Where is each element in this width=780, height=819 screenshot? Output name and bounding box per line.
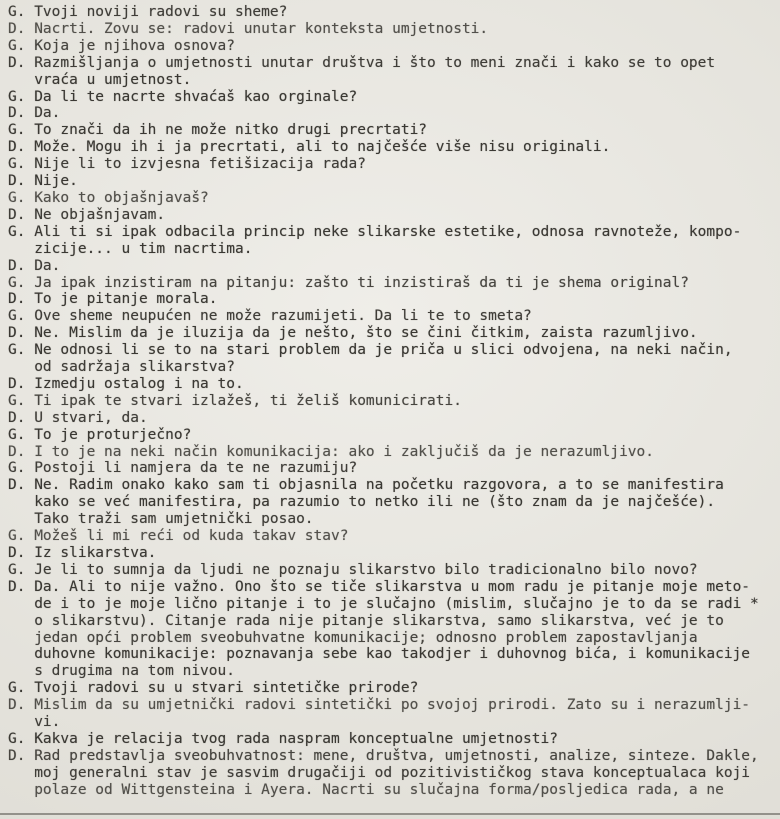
speaker-label: D. [8, 54, 26, 71]
line-text: Da. [34, 257, 61, 274]
speaker-label: D. [8, 697, 26, 714]
speaker-label [8, 511, 34, 528]
transcript-line [8, 562, 778, 579]
line-text: Ne. Radim onako kako sam ti objasnila na početku razgovora, a to se manifestira [34, 477, 724, 494]
speaker-label: G. [8, 342, 26, 359]
transcript-line [8, 782, 778, 799]
speaker-label: G. [8, 730, 26, 747]
line-text: jedan opći problem sveobuhvatne komunikacije; odnosno problem zapostavljanja [34, 629, 698, 646]
transcript-line [8, 393, 778, 410]
transcript-line [8, 105, 778, 122]
transcript-line [8, 646, 778, 663]
speaker-label [8, 613, 34, 630]
speaker-label: D. [8, 375, 26, 392]
transcript-line [8, 444, 778, 461]
speaker-label [8, 646, 34, 663]
line-text: kako se već manifestira, pa razumio to netko ili ne (što znam da je najčešće). [34, 494, 716, 511]
transcript-line [8, 55, 778, 72]
transcript-line [8, 207, 778, 224]
transcript-line [8, 460, 778, 477]
transcript-line [8, 765, 778, 782]
line-text: To znači da ih ne može nitko drugi precrtati? [34, 122, 428, 139]
speaker-label: G. [8, 122, 26, 139]
speaker-label: D. [8, 477, 26, 494]
speaker-label: D. [8, 291, 26, 308]
speaker-label: D. [8, 325, 26, 342]
line-text: Tvoji radovi su u stvari sintetičke prirode? [34, 680, 419, 697]
speaker-label: D. [8, 747, 26, 764]
transcript-line [8, 663, 778, 680]
transcript-line [8, 579, 778, 596]
transcript-line [8, 38, 778, 55]
line-text: moj generalni stav je sasvim drugačiji od pozitivističkog stava konceptualaca koji [34, 764, 751, 781]
line-text: o slikarstvu). Citanje rada nije pitanje slikarstva, samo slikarstva, već je to [34, 612, 724, 629]
speaker-label [8, 241, 34, 258]
transcript-line [8, 427, 778, 444]
line-text: Ne. Mislim da je iluzija da je nešto, što se čini čitkim, zaista razumljivo. [34, 325, 698, 342]
line-text: Rad predstavlja sveobuhvatnost: mene, društva, umjetnosti, analize, sinteze. Dakle, [34, 747, 759, 764]
line-text: Ne odnosi li se to na stari problem da je priča u slici odvojena, na neki način, [34, 342, 733, 359]
speaker-label: D. [8, 105, 26, 122]
transcript-line [8, 376, 778, 393]
transcript-line [8, 477, 778, 494]
speaker-label: G. [8, 308, 26, 325]
transcript-line [8, 72, 778, 89]
speaker-label: D. [8, 257, 26, 274]
line-text: Nacrti. Zovu se: radovi unutar konteksta umjetnosti. [34, 20, 489, 37]
speaker-label: G. [8, 223, 26, 240]
page-bottom-edge [0, 813, 780, 819]
line-text: Nije li to izvjesna fetišizacija rada? [34, 156, 366, 173]
line-text: Da li te nacrte shvaćaš kao orginale? [34, 88, 358, 105]
speaker-label: D. [8, 545, 26, 561]
transcript-line [8, 275, 778, 292]
speaker-label: G. [8, 460, 26, 477]
speaker-label: G. [8, 4, 26, 20]
transcript-line [8, 21, 778, 38]
speaker-label [8, 630, 34, 647]
line-text: Kako to objašnjavaš? [34, 189, 209, 206]
speaker-label: D. [8, 20, 26, 37]
line-text: Je li to sumnja da ljudi ne poznaju slikarstvo bilo tradicionalno bilo novo? [34, 561, 698, 578]
speaker-label [8, 714, 34, 731]
transcript-line [8, 342, 778, 359]
transcript-line [8, 190, 778, 207]
speaker-label [8, 782, 34, 799]
line-text: Iz slikarstva. [34, 545, 157, 561]
line-text: Ja ipak inzistiram na pitanju: zašto ti inzistiraš da ti je shema original? [34, 274, 689, 291]
line-text: To je proturječno? [34, 426, 192, 443]
line-text: Nije. [34, 173, 78, 190]
speaker-label: D. [8, 443, 26, 460]
line-text: Da. Ali to nije važno. Ono što se tiče slikarstva u mom radu je pitanje moje meto- [34, 578, 751, 595]
speaker-label: G. [8, 274, 26, 291]
transcript-line [8, 241, 778, 258]
speaker-label: G. [8, 37, 26, 54]
transcript-line [8, 511, 778, 528]
line-text: U stvari, da. [34, 409, 148, 426]
transcript-line [8, 173, 778, 190]
speaker-label: D. [8, 139, 26, 156]
transcript-line [8, 545, 778, 562]
line-text: Koja je njihova osnova? [34, 37, 235, 54]
line-text: Postoji li namjera da te ne razumiju? [34, 460, 358, 477]
line-text: od sadržaja slikarstva? [34, 359, 235, 376]
speaker-label [8, 765, 34, 782]
speaker-label: G. [8, 189, 26, 206]
line-text: zicije... u tim nacrtima. [34, 240, 253, 257]
transcript-line [8, 731, 778, 748]
speaker-label [8, 596, 34, 613]
line-text: To je pitanje morala. [34, 291, 218, 308]
line-text: vi. [34, 714, 61, 731]
line-text: I to je na neki način komunikacija: ako i zaključiš da je nerazumljivo. [34, 443, 654, 460]
speaker-label: G. [8, 561, 26, 578]
speaker-label: G. [8, 88, 26, 105]
transcript-line [8, 291, 778, 308]
transcript-line [8, 89, 778, 106]
transcript-line [8, 680, 778, 697]
line-text: Tako traži sam umjetnički posao. [34, 511, 314, 528]
line-text: Kakva je relacija tvog rada naspram konceptualne umjetnosti? [34, 730, 558, 747]
transcript-line [8, 697, 778, 714]
line-text: de i to je moje lično pitanje i to je slučajno (mislim, slučajno je to da se radi * [34, 595, 759, 612]
speaker-label [8, 359, 34, 376]
transcript-line [8, 4, 778, 21]
line-text: polaze od Wittgensteina i Ayera. Nacrti su slučajna forma/posljedica rada, a ne [34, 781, 724, 798]
transcript-line [8, 494, 778, 511]
speaker-label: D. [8, 173, 26, 190]
transcript-line [8, 308, 778, 325]
speaker-label [8, 72, 34, 89]
transcript-line [8, 122, 778, 139]
speaker-label: G. [8, 156, 26, 173]
speaker-label [8, 663, 34, 680]
line-text: Izmedju ostalog i na to. [34, 375, 244, 392]
speaker-label: D. [8, 206, 26, 223]
line-text: Može. Mogu ih i ja precrtati, ali to najčešće više nisu originali. [34, 139, 611, 156]
transcript-line [8, 224, 778, 241]
transcript-line [8, 613, 778, 630]
speaker-label: G. [8, 392, 26, 409]
speaker-label: D. [8, 409, 26, 426]
transcript [8, 4, 778, 799]
speaker-label: G. [8, 680, 26, 697]
line-text: s drugima na tom nivou. [34, 663, 235, 680]
transcript-line [8, 528, 778, 545]
line-text: Možeš li mi reći od kuda takav stav? [34, 528, 349, 545]
transcript-line [8, 748, 778, 765]
line-text: vraća u umjetnost. [34, 71, 192, 88]
speaker-label: G. [8, 426, 26, 443]
speaker-label: G. [8, 528, 26, 545]
transcript-line [8, 258, 778, 275]
line-text: Ti ipak te stvari izlažeš, ti želiš komunicirati. [34, 392, 462, 409]
speaker-label: D. [8, 578, 26, 595]
line-text: Razmišljanja o umjetnosti unutar društva i što to meni znači i kako se to opet [34, 54, 716, 71]
line-text: Tvoji noviji radovi su sheme? [34, 4, 288, 20]
transcript-line [8, 596, 778, 613]
line-text: Ove sheme neupućen ne može razumijeti. Da li te to smeta? [34, 308, 532, 325]
line-text: Ne objašnjavam. [34, 206, 166, 223]
line-text: duhovne komunikacije: poznavanja sebe kao takodjer i duhovnog bića, i komunikacije [34, 646, 751, 663]
transcript-line [8, 714, 778, 731]
transcript-line [8, 139, 778, 156]
transcript-line [8, 156, 778, 173]
transcript-line [8, 410, 778, 427]
transcript-line [8, 359, 778, 376]
line-text: Da. [34, 105, 61, 122]
transcript-line [8, 630, 778, 647]
transcript-line [8, 325, 778, 342]
line-text: Mislim da su umjetnički radovi sintetički po svojoj prirodi. Zato su i nerazumlji- [34, 697, 751, 714]
speaker-label [8, 494, 34, 511]
line-text: Ali ti si ipak odbacila princip neke slikarske estetike, odnosa ravnoteže, kompo- [34, 223, 742, 240]
